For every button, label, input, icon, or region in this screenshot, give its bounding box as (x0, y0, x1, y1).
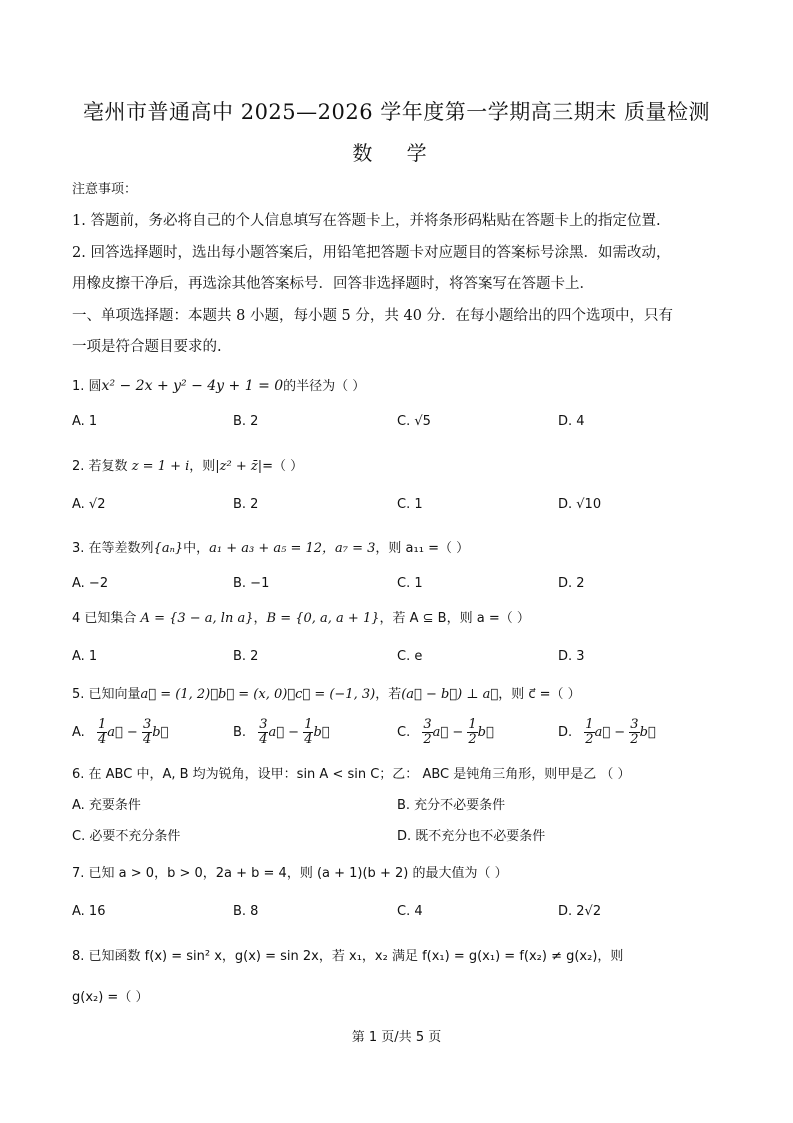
question-4-option-a: A. 1 (72, 649, 98, 664)
question-6-option-b: B. 充分不必要条件 (397, 798, 506, 813)
q5-c-d1: 2 (423, 732, 432, 747)
question-1-option-a: A. 1 (72, 414, 98, 429)
question-3-option-b: B. −1 (233, 576, 270, 591)
q5-d-d2: 2 (630, 732, 639, 747)
question-7-option-c: C. 4 (397, 904, 423, 919)
question-6-option-d: D. 既不充分也不必要条件 (397, 829, 546, 844)
question-6-option-a: A. 充要条件 (72, 798, 141, 813)
question-1-option-d: D. 4 (558, 414, 585, 429)
exam-title: 亳州市普通高中 2025—2026 学年度第一学期高三期末 质量检测 (83, 100, 710, 124)
question-7-option-d: D. 2√2 (558, 904, 602, 919)
q5-d-n1: 1 (585, 717, 594, 732)
q5-c-d2: 2 (468, 732, 477, 747)
question-2-stem: 2. 若复数 z = 1 + i，则|z² + z̄|=（ ） (72, 459, 304, 474)
question-1-option-b: B. 2 (233, 414, 259, 429)
question-3-option-d: D. 2 (558, 576, 585, 591)
notice-heading: 注意事项： (72, 182, 138, 197)
q5-b-n2: 1 (304, 717, 313, 732)
question-2-option-b: B. 2 (233, 497, 259, 512)
question-2-option-a: A. √2 (72, 497, 106, 512)
question-4-stem: 4 已知集合 A = {3 − a, ln a}，B = {0, a, a + 1}，若 A ⊆ B，则 a =（ ） (72, 611, 530, 626)
page-number: 第 1 页/共 5 页 (351, 1030, 442, 1045)
q5-d-n2: 3 (630, 717, 639, 732)
question-7-option-a: A. 16 (72, 904, 106, 919)
question-3-option-a: A. −2 (72, 576, 109, 591)
question-7-stem: 7. 已知 a > 0，b > 0，2a + b = 4，则 (a + 1)(b + 2) 的最大值为（ ） (72, 866, 508, 881)
question-6-option-c: C. 必要不充分条件 (72, 829, 181, 844)
question-2-option-c: C. 1 (397, 497, 423, 512)
notice-item-2-line-1: 2. 回答选择题时，选出每小题答案后，用铅笔把答题卡对应题目的答案标号涂黑．如需改动， (72, 245, 671, 261)
q5-c-n2: 1 (468, 717, 477, 732)
q5-c-n1: 3 (423, 717, 432, 732)
question-4-option-d: D. 3 (558, 649, 585, 664)
question-1-stem: 1. 圆x² − 2x + y² − 4y + 1 = 0的半径为（ ） (72, 378, 366, 394)
question-5-option-d: D. $\frac{1}{2}$ a⃗ − $\frac{3}{2}$ b⃗ (558, 717, 656, 747)
q5-a-d1: 4 (97, 732, 107, 747)
question-4-option-c: C. e (397, 649, 423, 664)
question-8-stem-line-2: g(x₂) =（ ） (72, 990, 149, 1005)
section-1-line-2: 一项是符合题目要求的. (72, 339, 222, 355)
q5-a-n1: 1 (97, 717, 107, 732)
question-2-option-d: D. √10 (558, 497, 602, 512)
section-1-line-1: 一、单项选择题：本题共 8 小题，每小题 5 分，共 40 分．在每小题给出的四个选项中，只有 (72, 308, 674, 324)
q5-a-d2: 4 (142, 732, 152, 747)
q5-d-d1: 2 (585, 732, 594, 747)
notice-item-1: 1. 答题前，务必将自己的个人信息填写在答题卡上，并将条形码粘贴在答题卡上的指定位置. (72, 213, 661, 229)
question-3-stem: 3. 在等差数列{aₙ}中，a₁ + a₃ + a₅ = 12，a₇ = 3，则 a₁₁ =（ ） (72, 541, 470, 556)
q5-b-d2: 4 (304, 732, 313, 747)
notice-item-2-line-2: 用橡皮擦干净后，再选涂其他答案标号．回答非选择题时，将答案写在答题卡上． (72, 276, 594, 292)
question-5-option-b: B. $\frac{3}{4}$ a⃗ − $\frac{1}{4}$ b⃗ (233, 717, 330, 747)
question-4-option-b: B. 2 (233, 649, 259, 664)
question-7-option-b: B. 8 (233, 904, 259, 919)
question-5-stem: 5. 已知向量a⃗ = (1, 2)，b⃗ = (x, 0)，c⃗ = (−1, 3)，若(a⃗ − b⃗) ⊥ a⃗，则 c⃗ =（ ） (72, 687, 581, 702)
q5-a-n2: 3 (142, 717, 152, 732)
question-5-option-c: C. $\frac{3}{2}$ a⃗ − $\frac{1}{2}$ b⃗ (397, 717, 494, 747)
question-5-option-a: A. $\frac{1}{4}$ a⃗ − $\frac{3}{4}$ b⃗ (72, 717, 169, 747)
q5-b-n1: 3 (259, 717, 268, 732)
q5-b-d1: 4 (259, 732, 268, 747)
exam-subject: 数 学 (352, 141, 441, 165)
question-3-option-c: C. 1 (397, 576, 423, 591)
question-6-stem: 6. 在 ABC 中，A, B 均为锐角，设甲：sin A < sin C；乙： ABC 是钝角三角形，则甲是乙 （ ） (72, 767, 631, 782)
question-1-option-c: C. √5 (397, 414, 431, 429)
question-8-stem-line-1: 8. 已知函数 f(x) = sin² x，g(x) = sin 2x，若 x₁，x₂ 满足 f(x₁) = g(x₁) = f(x₂) ≠ g(x₂)，则 (72, 949, 624, 964)
